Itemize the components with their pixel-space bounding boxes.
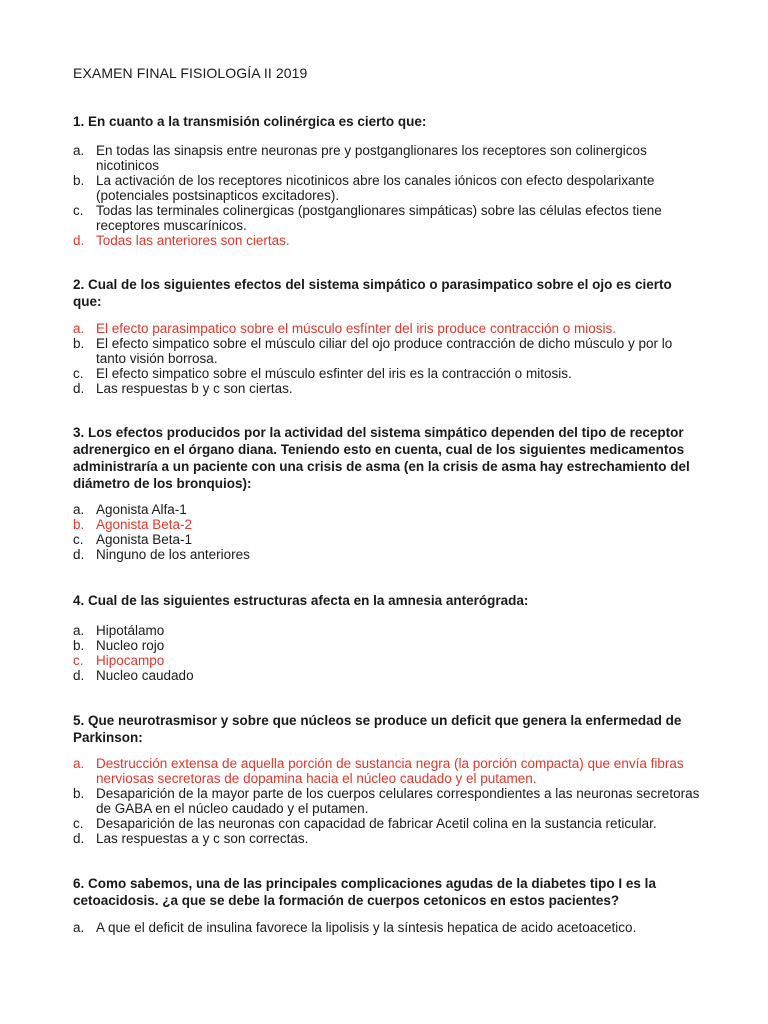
- option-list: [73, 502, 703, 562]
- option-item-correct: [73, 756, 703, 786]
- option-text: Destrucción extensa de aquella porción de sustancia negra (la porción compacta) que envía fibras nerviosas secretoras de dopamina hacia el núcleo caudado y el putamen.: [96, 756, 684, 786]
- option-text: Todas las anteriores son ciertas.: [96, 233, 290, 248]
- option-letter: b.: [73, 638, 85, 653]
- option-item: [73, 532, 703, 547]
- option-text: Agonista Beta-1: [96, 532, 193, 547]
- option-letter: d.: [73, 547, 85, 562]
- option-item: [73, 336, 703, 366]
- option-letter: a.: [73, 920, 85, 935]
- option-item-correct: [73, 653, 703, 668]
- option-list: [73, 321, 703, 396]
- option-item-correct: [73, 517, 703, 532]
- option-text: El efecto simpatico sobre el músculo ciliar del ojo produce contracción de dicho músculo y por lo tanto visión borrosa.: [96, 336, 673, 366]
- option-letter: b.: [73, 517, 85, 532]
- option-letter: d.: [73, 233, 85, 248]
- option-text: Desaparición de las neuronas con capacidad de fabricar Acetil colina en la sustancia reticular.: [96, 816, 657, 831]
- option-letter: c.: [73, 532, 84, 547]
- option-text: El efecto parasimpatico sobre el músculo esfínter del iris produce contracción o miosis.: [96, 321, 616, 336]
- option-item: [73, 547, 703, 562]
- option-item: [73, 638, 703, 653]
- option-item: [73, 831, 703, 846]
- option-item-correct: [73, 233, 703, 248]
- option-letter: c.: [73, 203, 84, 218]
- option-item: [73, 173, 703, 203]
- option-text: Agonista Alfa-1: [96, 502, 187, 517]
- option-letter: b.: [73, 173, 85, 188]
- question-prompt: 6. Como sabemos, una de las principales complicaciones agudas de la diabetes tipo I es la cetoacidosis. ¿a que se debe la formación de cuerpos cetonicos en estos pacientes?: [73, 876, 656, 908]
- question-prompt: 3. Los efectos producidos por la actividad del sistema simpático dependen del tipo de receptor adrenergico en el órgano diana. Teniendo esto en cuenta, cual de los siguientes medicamentos administraría a un paciente con una crisis de asma (en la crisis de asma hay estrechamiento del diámetro de los bronquios):: [73, 425, 690, 491]
- option-list: [73, 143, 703, 248]
- question-prompt: 2. Cual de los siguientes efectos del sistema simpático o parasimpatico sobre el ojo es cierto que:: [73, 277, 672, 309]
- option-text: Hipotálamo: [96, 623, 165, 638]
- option-text: El efecto simpatico sobre el músculo esfinter del iris es la contracción o mitosis.: [96, 366, 572, 381]
- option-text: Las respuestas b y c son ciertas.: [96, 381, 293, 396]
- option-text: Desaparición de la mayor parte de los cuerpos celulares correspondientes a las neuronas secretoras de GABA en el núcleo caudado y el putamen.: [96, 786, 700, 816]
- option-list: [73, 920, 703, 935]
- option-letter: c.: [73, 653, 84, 668]
- option-list: [73, 756, 703, 846]
- option-list: [73, 623, 703, 683]
- document-title: EXAMEN FINAL FISIOLOGÍA II 2019: [73, 65, 308, 81]
- option-letter: a.: [73, 502, 85, 517]
- question-prompt: 4. Cual de las siguientes estructuras afecta en la amnesia anterógrada:: [73, 593, 529, 608]
- option-item: [73, 668, 703, 683]
- option-item: [73, 381, 703, 396]
- option-text: Hipocampo: [96, 653, 165, 668]
- option-letter: d.: [73, 668, 85, 683]
- option-item: [73, 816, 703, 831]
- option-letter: d.: [73, 381, 85, 396]
- option-text: A que el deficit de insulina favorece la lipolisis y la síntesis hepatica de acido acetoacetico.: [96, 920, 637, 935]
- option-text: En todas las sinapsis entre neuronas pre y postganglionares los receptores son colinergicos nicotinicos: [96, 143, 647, 173]
- option-letter: a.: [73, 143, 85, 158]
- option-item: [73, 502, 703, 517]
- option-text: Nucleo caudado: [96, 668, 194, 683]
- option-letter: c.: [73, 366, 84, 381]
- option-text: Todas las terminales colinergicas (postganglionares simpáticas) sobre las células efectos tiene receptores muscarínicos.: [96, 203, 662, 233]
- option-letter: d.: [73, 831, 85, 846]
- option-item: [73, 366, 703, 381]
- question-prompt: 5. Que neurotrasmisor y sobre que núcleos se produce un deficit que genera la enfermedad de Parkinson:: [73, 713, 682, 745]
- option-letter: c.: [73, 816, 84, 831]
- option-letter: b.: [73, 786, 85, 801]
- option-item: [73, 786, 703, 816]
- option-letter: a.: [73, 756, 85, 771]
- option-item: [73, 203, 703, 233]
- option-text: Nucleo rojo: [96, 638, 165, 653]
- option-item: [73, 920, 703, 935]
- option-text: Agonista Beta-2: [96, 517, 193, 532]
- option-item-correct: [73, 321, 703, 336]
- option-text: La activación de los receptores nicotinicos abre los canales iónicos con efecto despolarixante (potenciales postsinapticos excitadores).: [96, 173, 655, 203]
- option-letter: a.: [73, 623, 85, 638]
- option-letter: a.: [73, 321, 85, 336]
- question-prompt: 1. En cuanto a la transmisión colinérgica es cierto que:: [73, 114, 427, 129]
- option-item: [73, 623, 703, 638]
- option-text: Ninguno de los anteriores: [96, 547, 250, 562]
- option-letter: b.: [73, 336, 85, 351]
- option-text: Las respuestas a y c son correctas.: [96, 831, 309, 846]
- option-item: [73, 143, 703, 173]
